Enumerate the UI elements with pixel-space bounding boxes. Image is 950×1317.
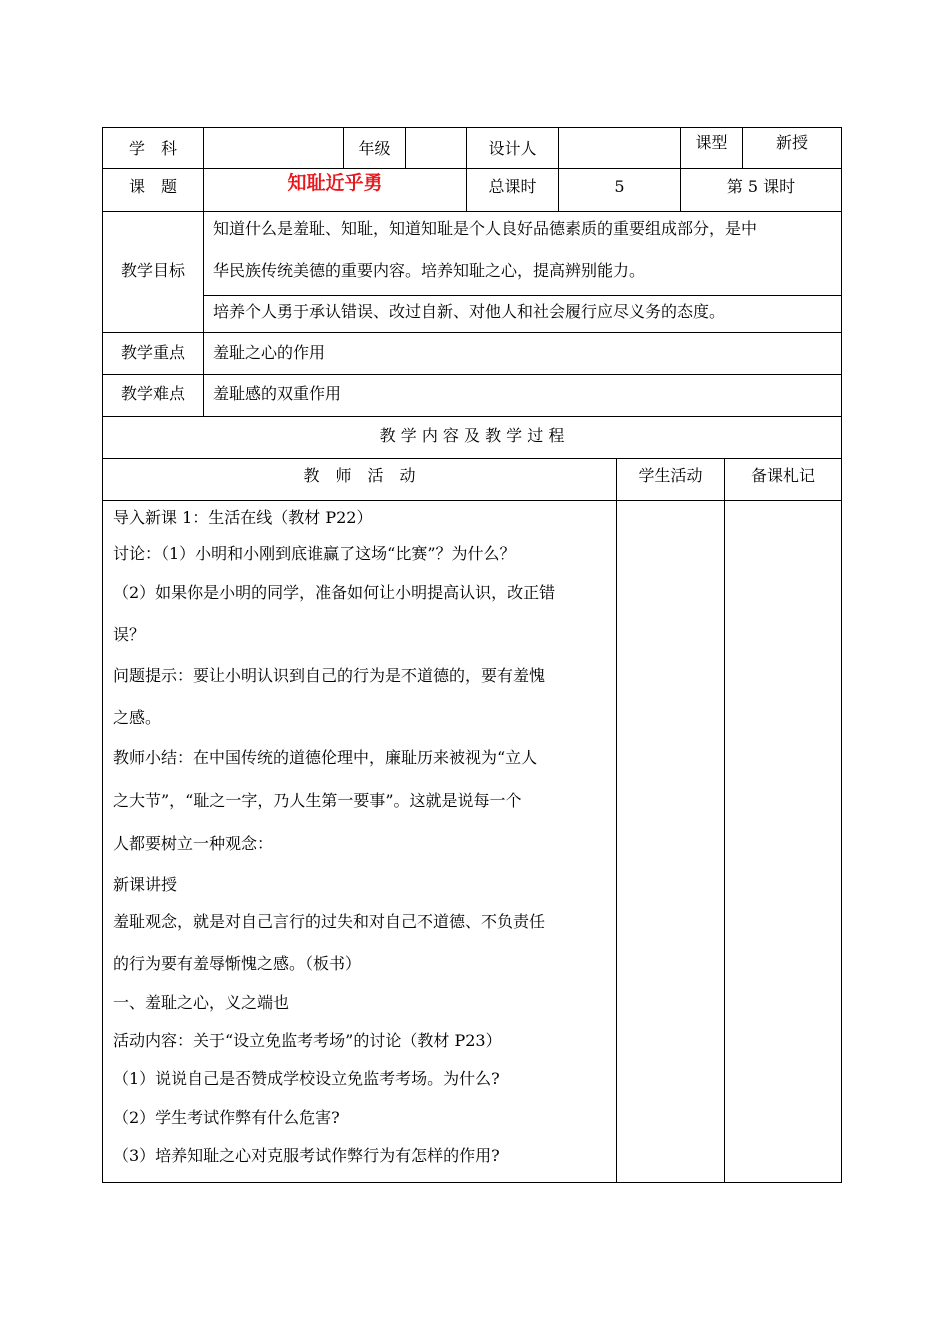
goals-label: 教学目标 (120, 261, 185, 280)
table-line-difficulty (102, 416, 842, 417)
content-line: （2）学生考试作弊有什么危害? (113, 1108, 340, 1127)
content-line: 人都要树立一种观念： (113, 834, 274, 853)
table-line-col-grade-value (405, 127, 406, 169)
total-periods-value: 5 (614, 177, 625, 196)
content-line: 讨论：（1）小明和小刚到底谁赢了这场“比赛”？为什么？ (113, 544, 516, 563)
content-line: （2）如果你是小明的同学，准备如何让小明提高认识，改正错 (113, 583, 556, 602)
difficulty-value: 羞耻感的双重作用 (213, 384, 342, 403)
process-title: 教 学 内 容 及 教 学 过 程 (379, 426, 565, 445)
table-border-bottom (102, 1182, 842, 1183)
content-line: 之大节”，“耻之一字，乃人生第一要事”。这就是说每一个 (113, 791, 522, 810)
content-line: 误？ (113, 625, 146, 644)
table-line-col-student (616, 458, 617, 1183)
notes-header: 备课札记 (750, 466, 815, 485)
content-line: 之感。 (113, 708, 162, 727)
period-value: 第 5 课时 (726, 177, 796, 196)
content-line: （3）培养知耻之心对克服考试作弊行为有怎样的作用? (113, 1146, 500, 1165)
content-line: （1）说说自己是否赞成学校设立免监考考场。为什么? (113, 1069, 500, 1088)
content-line: 导入新课 1：生活在线（教材 P22） (113, 508, 373, 527)
designer-label: 设计人 (488, 139, 537, 158)
content-line: 羞耻观念，就是对自己言行的过失和对自己不道德、不负责任 (113, 912, 546, 931)
table-line-col-designer-value (558, 127, 559, 212)
student-activity-header: 学生活动 (638, 466, 703, 485)
table-border-right (841, 127, 842, 1183)
key-point-label: 教学重点 (120, 343, 185, 362)
content-line: 教师小结：在中国传统的道德伦理中，廉耻历来被视为“立人 (113, 748, 538, 767)
goals-line-2: 华民族传统美德的重要内容。培养知耻之心，提高辨别能力。 (213, 261, 646, 280)
content-line: 新课讲授 (113, 875, 178, 894)
teacher-activity-header: 教 师 活 动 (303, 466, 416, 485)
table-line-columns (102, 500, 842, 501)
content-line: 活动内容：关于“设立免监考考场”的讨论（教材 P23） (113, 1031, 502, 1050)
content-line: 问题提示：要让小明认识到自己的行为是不道德的，要有羞愧 (113, 666, 546, 685)
table-line-keypoint (102, 374, 842, 375)
topic-title: 知耻近乎勇 (287, 172, 383, 194)
topic-label: 课 题 (128, 177, 177, 196)
grade-label: 年级 (358, 139, 391, 158)
lesson-type-value: 新授 (775, 133, 808, 152)
table-border-left (102, 127, 103, 1183)
table-border-top (102, 127, 842, 128)
total-periods-label: 总课时 (488, 177, 537, 196)
goals-line-3: 培养个人勇于承认错误、改过自新、对他人和社会履行应尽义务的态度。 (213, 302, 726, 321)
table-line-process-title (102, 458, 842, 459)
table-line-goals (102, 332, 842, 333)
table-line-row1 (102, 168, 842, 169)
goals-line-1: 知道什么是羞耻、知耻，知道知耻是个人良好品德素质的重要组成部分，是中 (213, 219, 758, 238)
table-line-col-label (203, 127, 204, 417)
subject-label: 学 科 (128, 139, 177, 158)
key-point-value: 羞耻之心的作用 (213, 343, 326, 362)
table-line-col-notes (724, 458, 725, 1183)
lesson-type-label: 课型 (695, 133, 728, 152)
table-line-row2 (102, 211, 842, 212)
table-line-goals-inner (203, 295, 842, 296)
content-line: 一、羞耻之心，义之端也 (113, 993, 290, 1012)
content-line: 的行为要有羞辱惭愧之感。（板书） (113, 954, 362, 973)
difficulty-label: 教学难点 (120, 384, 185, 403)
